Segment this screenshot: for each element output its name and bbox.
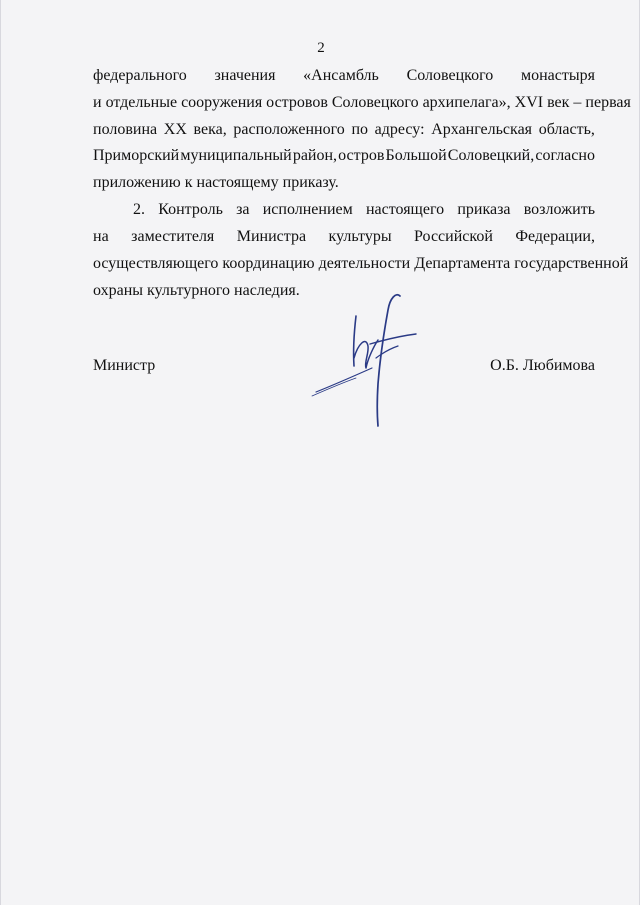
word: Соловецкий, (447, 147, 535, 164)
text-line-4 (93, 145, 595, 167)
signature-row (93, 354, 595, 378)
word: исполнением (262, 201, 353, 218)
text-line-9: охраны культурного наследия. (93, 282, 300, 299)
text-line-7 (93, 226, 595, 248)
word: согласно (535, 147, 595, 164)
word: 2. (133, 201, 145, 218)
word: Приморский (93, 147, 180, 164)
word: XX (163, 121, 187, 138)
signature-stroke (370, 334, 416, 344)
text-line-8: осуществляющего координацию деятельности Департамента государственной (93, 255, 629, 272)
text-line-6 (93, 199, 595, 221)
word: район, (292, 147, 338, 164)
word: Контроль (158, 201, 223, 218)
word: настоящего (365, 201, 445, 218)
word: Министра (236, 228, 307, 245)
word: монастыря (520, 67, 595, 84)
text-line-3 (93, 119, 595, 141)
word: расположенного (233, 121, 345, 138)
word: Архангельская (431, 121, 533, 138)
word: Большой (385, 147, 447, 164)
word: возложить (523, 201, 595, 218)
word: Российской (414, 228, 493, 245)
word: приказа (457, 201, 511, 218)
word: федерального (93, 67, 187, 84)
word: Соловецкого (406, 67, 494, 84)
word: адресу: (374, 121, 425, 138)
page-number: 2 (317, 40, 325, 56)
signature-stroke (312, 378, 356, 396)
word: область, (538, 121, 595, 138)
word: половина (93, 121, 158, 138)
word: века, (193, 121, 227, 138)
text-line-5: приложению к настоящему приказу. (93, 174, 339, 191)
word: за (236, 201, 250, 218)
word: остров (338, 147, 385, 164)
text-line-1 (93, 65, 595, 87)
word: заместителя (131, 228, 215, 245)
word: на (93, 228, 109, 245)
word: культуры (328, 228, 392, 245)
word: по (351, 121, 368, 138)
word: Федерации, (515, 228, 595, 245)
text-line-2: и отдельные сооружения островов Соловецкого архипелага», XVI век – первая (93, 94, 631, 111)
word: муниципальный (180, 147, 292, 164)
signatory-title: Министр (93, 357, 156, 374)
word: «Ансамбль (303, 67, 379, 84)
word: значения (214, 67, 276, 84)
signatory-name: О.Б. Любимова (490, 357, 595, 374)
